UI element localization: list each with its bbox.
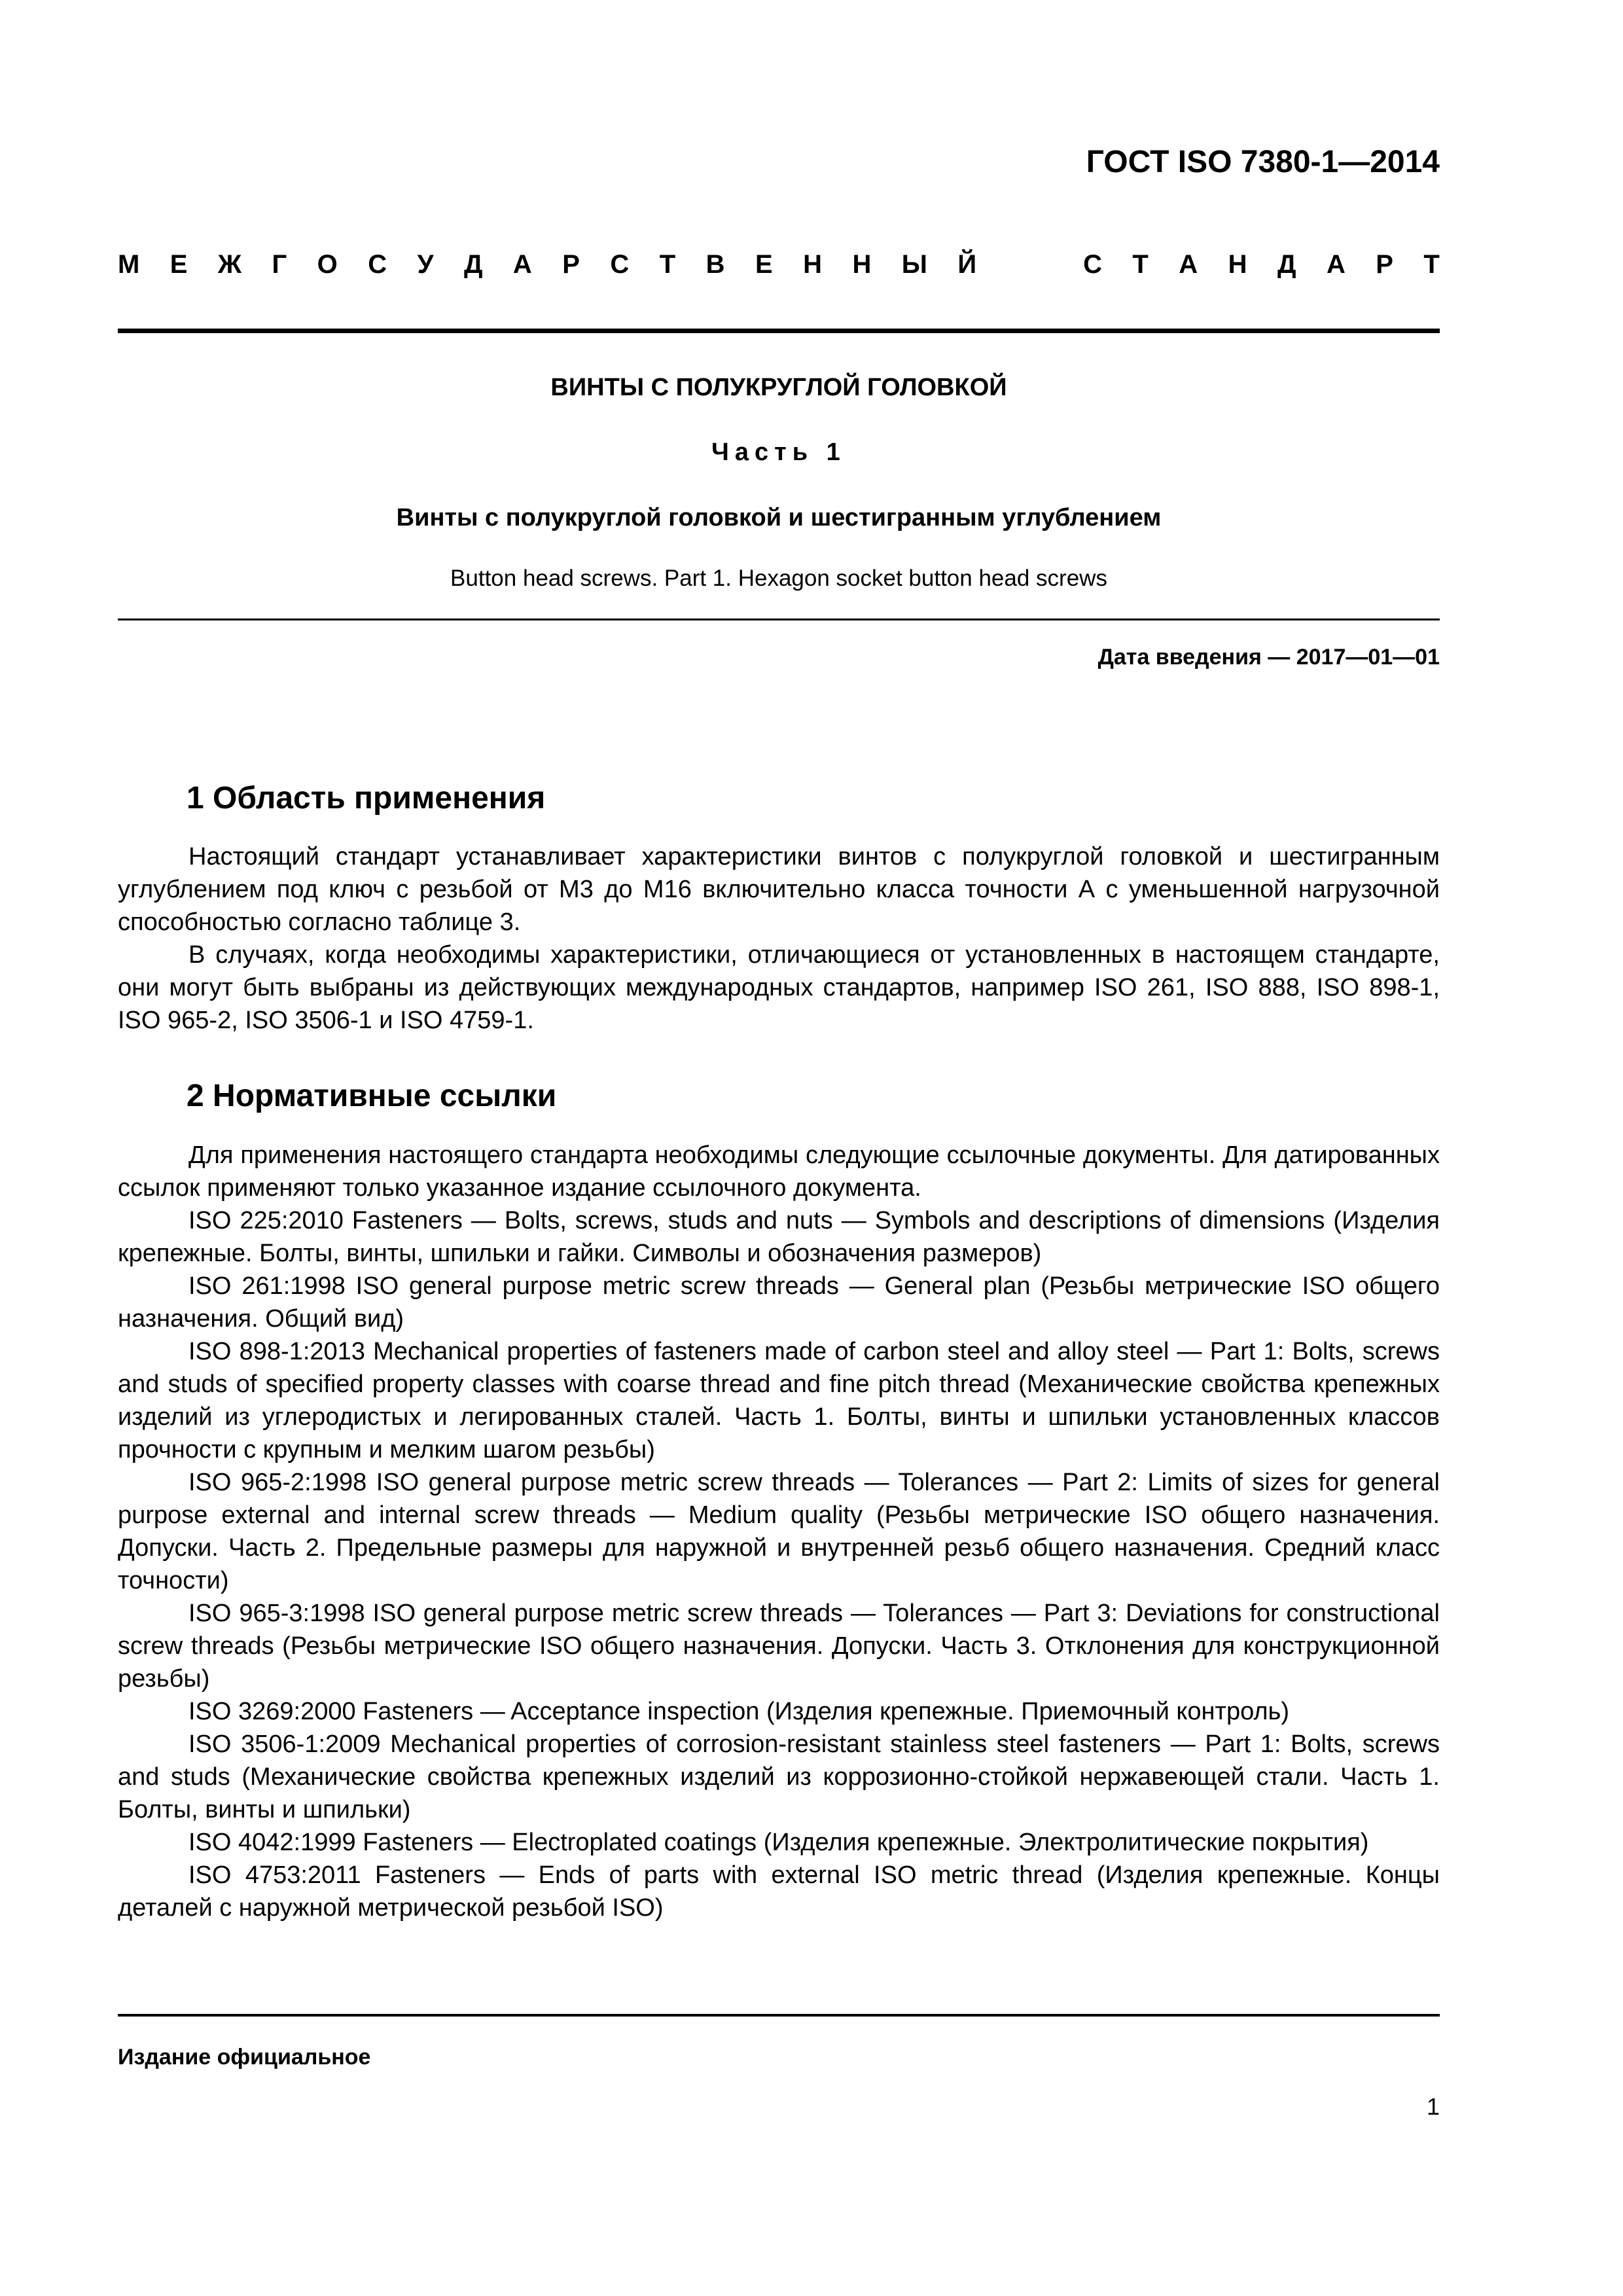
reference-item: ISO 225:2010 Fasteners — Bolts, screws, studs and nuts — Symbols and descriptions of dimensions (Изделия крепежные. Болты, винты, шпильки и гайки. Символы и обозначения размеров)	[118, 1207, 1440, 1267]
reference-item: ISO 261:1998 ISO general purpose metric screw threads — General plan (Резьбы метрические ISO общего назначения. Общий вид)	[118, 1272, 1440, 1333]
standard-type-letter: О	[317, 250, 338, 279]
standard-type-letter: Д	[1277, 250, 1296, 279]
standard-type-letter: С	[1083, 250, 1102, 279]
paragraph: В случаях, когда необходимы характеристики, отличающиеся от установленных в настоящем стандарте, они могут быть выбраны из действующих международных стандартов, например ISO 261, ISO 888, ISO 898-1, ISO 965-2, ISO 3506-1 и ISO 4759-1.	[118, 941, 1440, 1034]
standard-type-letter: Н	[852, 250, 872, 279]
section-heading-normative-references: 2 Нормативные ссылки	[187, 1079, 557, 1113]
standard-type-letter: А	[1179, 250, 1198, 279]
english-title: Button head screws. Part 1. Hexagon socket button head screws	[450, 565, 1107, 591]
title-divider	[118, 619, 1440, 620]
section-body-scope	[118, 840, 1440, 1037]
part-title: Винты с полукруглой головкой и шестигранным углублением	[396, 504, 1162, 531]
reference-item: ISO 4042:1999 Fasteners — Electroplated coatings (Изделия крепежные. Электролитические покрытия)	[188, 1829, 1369, 1856]
document-id: ГОСТ ISO 7380-1—2014	[1086, 145, 1440, 179]
standard-type-letter: А	[512, 250, 532, 279]
standard-type-letter: Е	[755, 250, 773, 279]
reference-item: ISO 965-3:1998 ISO general purpose metric screw threads — Tolerances — Part 3: Deviations for constructional screw threads (Резьбы метрические ISO общего назначения. Допуски. Часть 3. Отклонения для конструкционной резьбы)	[118, 1600, 1440, 1693]
standard-type-letter: У	[417, 250, 434, 279]
standard-type-letter: Д	[463, 250, 483, 279]
standard-type-letter: Г	[272, 250, 287, 279]
standard-type-letter: Е	[169, 250, 188, 279]
reference-item: ISO 898-1:2013 Mechanical properties of fasteners made of carbon steel and alloy steel — Part 1: Bolts, screws and studs of specified property classes with coarse thread and fine pitch thread (Механические свойства крепежных изделий из углеродистых и легированных сталей. Часть 1. Болты, винты и шпильки установленных классов прочности с крупным и мелким шагом резьбы)	[118, 1338, 1440, 1463]
reference-item: ISO 3269:2000 Fasteners — Acceptance inspection (Изделия крепежные. Приемочный контроль)	[188, 1698, 1290, 1725]
standard-type-heading	[118, 247, 1440, 281]
standard-type-letter: М	[118, 250, 140, 279]
standard-type-letter: Р	[1376, 250, 1393, 279]
standard-type-letter: Т	[1132, 250, 1149, 279]
standard-type-letter: С	[368, 250, 387, 279]
standard-type-letter: Н	[1228, 250, 1247, 279]
reference-item: ISO 3506-1:2009 Mechanical properties of corrosion-resistant stainless steel fasteners — Part 1: Bolts, screws and studs (Механические свойства крепежных изделий из коррозионно-стойкой нержавеющей стали. Часть 1. Болты, винты и шпильки)	[118, 1731, 1440, 1823]
document-title: ВИНТЫ С ПОЛУКРУГЛОЙ ГОЛОВКОЙ	[550, 374, 1007, 401]
section-heading-scope: 1 Область применения	[187, 781, 546, 816]
standard-type-letter: В	[705, 250, 725, 279]
standard-type-letter: Т	[1423, 250, 1440, 279]
paragraph: Для применения настоящего стандарта необходимы следующие ссылочные документы. Для датированных ссылок применяют только указанное издание ссылочного документа.	[118, 1141, 1440, 1202]
header-divider	[118, 329, 1440, 333]
footer-divider	[118, 2014, 1440, 2017]
reference-item: ISO 965-2:1998 ISO general purpose metric screw threads — Tolerances — Part 2: Limits of sizes for general purpose external and internal screw threads — Medium quality (Резьбы метрические ISO общего назначения. Допуски. Часть 2. Предельные размеры для наружной и внутренней резьб общего назначения. Средний класс точности)	[118, 1469, 1440, 1594]
reference-item: ISO 4753:2011 Fasteners — Ends of parts with external ISO metric thread (Изделия крепежные. Концы деталей с наружной метрической резьбой ISO)	[118, 1861, 1440, 1922]
word-gap	[1007, 247, 1053, 281]
standard-type-letter: Й	[957, 250, 977, 279]
paragraph: Настоящий стандарт устанавливает характеристики винтов с полукруглой головкой и шестигранным углублением под ключ с резьбой от М3 до М16 включительно класса точности А с уменьшенной нагрузочной способностью согласно таблице 3.	[118, 843, 1440, 936]
standard-type-letter: Ы	[901, 250, 927, 279]
edition-label: Издание официальное	[118, 2045, 371, 2070]
standard-type-letter: Ж	[217, 250, 242, 279]
introduction-date: Дата введения — 2017—01—01	[1097, 645, 1440, 670]
standard-type-letter: С	[610, 250, 630, 279]
standard-type-letter: Р	[562, 250, 580, 279]
standard-type-letter: Т	[659, 250, 676, 279]
standard-type-letter: Н	[803, 250, 822, 279]
page-number: 1	[1426, 2093, 1440, 2120]
part-label: Часть 1	[711, 439, 846, 466]
standard-type-letter: А	[1326, 250, 1346, 279]
section-body-normative-references	[118, 1139, 1440, 1924]
